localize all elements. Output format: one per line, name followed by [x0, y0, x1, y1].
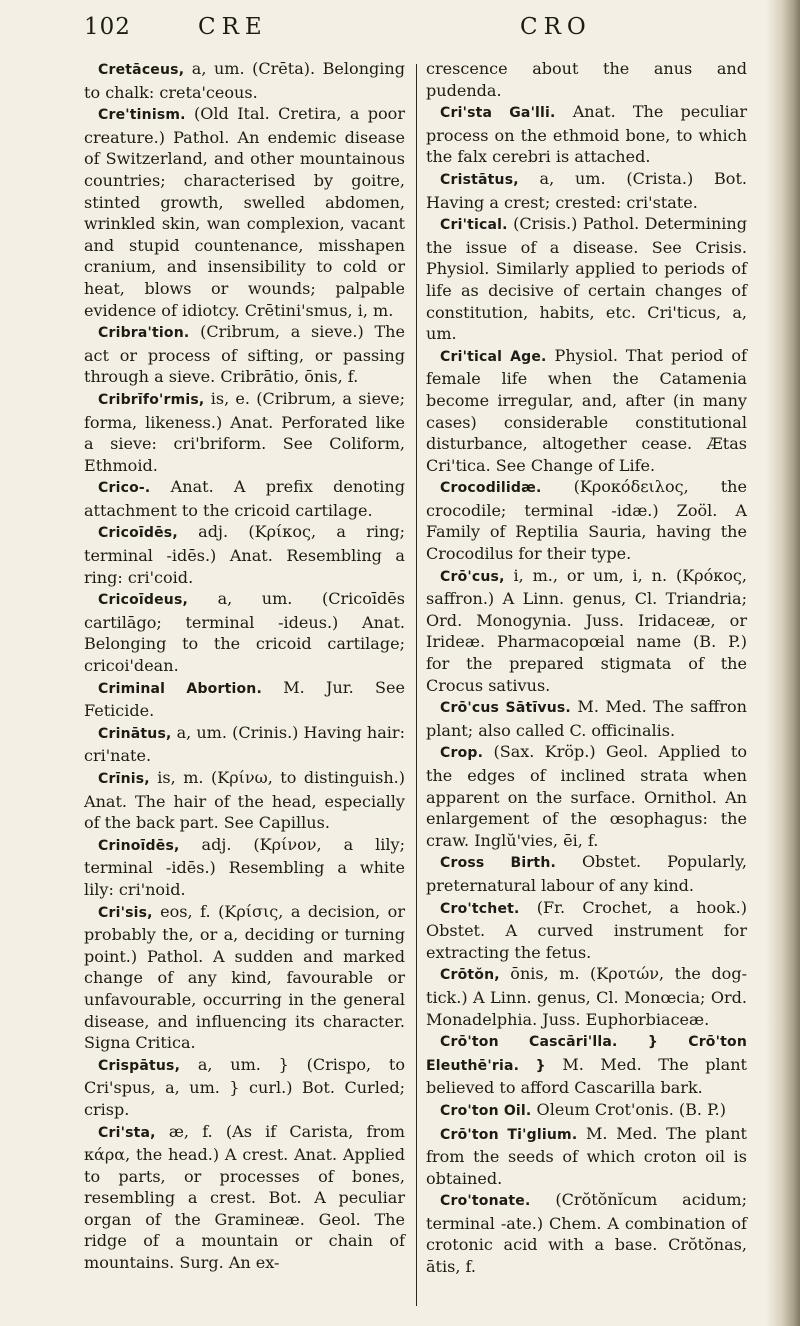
entry-definition: (Crŏtŏnĭcum acidum; terminal -ate.) Chem. A combination of crotonic acid with a base. Crŏtŏnas, ātis, f. — [426, 1190, 747, 1277]
dictionary-entry — [426, 213, 747, 345]
entry-headword: Cri'sis, — [98, 904, 153, 921]
entry-definition: æ, f. (As if Carista, from κάρα, the head.) A crest. Anat. Applied to parts, or processes of bones, resembling a crest. Bot. A peculiar organ of the Gramineæ. Geol. The ridge of a mountain or chain of mountains. Surg. An ex- — [84, 1121, 405, 1273]
dictionary-entry — [426, 963, 747, 1030]
entry-headword: Cribrīfo'rmis, — [98, 391, 205, 408]
dictionary-entry — [84, 722, 405, 767]
dictionary-entry — [84, 1121, 405, 1274]
entry-definition: adj. (Κρίκος, a ring; terminal -idēs.) Anat. Resembling a ring: cri'coid. — [84, 522, 405, 587]
dictionary-entry — [426, 1099, 747, 1123]
entry-headword: Cross Birth. — [440, 855, 556, 872]
entry-definition: ōnis, m. (Κροτών, the dog-tick.) A Linn. genus, Cl. Monœcia; Ord. Monadelphia. Juss. Euphorbiaceæ. — [426, 964, 747, 1029]
dictionary-entry — [84, 321, 405, 388]
dictionary-entry — [426, 1030, 747, 1099]
entry-headword: Cri'tical Age. — [440, 348, 547, 365]
entry-headword: Crō'cus Sātīvus. — [440, 700, 571, 717]
entry-headword: Crocodilidæ. — [440, 480, 542, 497]
entry-definition: M. Jur. See Feticide. — [84, 677, 405, 721]
entry-definition: a, um. (Crista.) Bot. Having a crest; crested: cri'state. — [426, 168, 747, 212]
entry-headword: Crīnis, — [98, 771, 150, 787]
dictionary-entry — [84, 767, 405, 834]
dictionary-entry — [426, 741, 747, 851]
right-guide-word: CRO — [520, 14, 592, 40]
entry-headword: Cricoīdeus, — [98, 592, 189, 609]
dictionary-entry — [426, 897, 747, 964]
entry-headword: Cribra'tion. — [98, 325, 190, 342]
column-divider — [416, 64, 417, 1306]
entry-definition: Anat. The peculiar process on the ethmoid bone, to which the falx cerebri is attached. — [426, 102, 747, 167]
entry-headword: Cre'tinism. — [98, 107, 186, 124]
entry-headword: Crico-. — [98, 480, 151, 497]
entry-definition: (Sax. Kröp.) Geol. Applied to the edges of inclined strata when apparent on the surface. Ornithol. An enlargement of the œsophagus: the craw. Inglŭ'vies, ēi, f. — [426, 742, 747, 850]
entry-headword: Cretāceus, — [98, 62, 185, 78]
entry-headword: Cro'tchet. — [440, 900, 520, 917]
dictionary-entry — [426, 1123, 747, 1190]
dictionary-entry — [84, 901, 405, 1054]
entry-definition: Physiol. That period of female life when the Catamenia become irregular, and, after (in many cases) considerable constitutional disturbance, altogether cease. Ætas Cri'tica. See Change of Life. — [426, 345, 747, 475]
dictionary-entry — [84, 388, 405, 476]
dictionary-entry — [426, 696, 747, 741]
entry-definition: (Fr. Crochet, a hook.) Obstet. A curved instrument for extracting the fetus. — [426, 897, 747, 962]
left-guide-word: CRE — [198, 14, 268, 40]
entry-headword: Crinātus, — [98, 725, 172, 742]
entry-definition: M. Med. The plant believed to afford Cascarilla bark. — [426, 1054, 748, 1098]
entry-definition: Obstet. Popularly, preternatural labour of any kind. — [426, 852, 747, 895]
entry-definition: is, m. (Κρίνω, to distinguish.) Anat. The hair of the head, especially of the back part. See Capillus. — [84, 768, 405, 833]
dictionary-entry — [84, 521, 405, 588]
entry-headword: Crop. — [440, 745, 484, 762]
dictionary-entry — [426, 101, 747, 168]
entry-headword: Cro'ton Oil. — [440, 1102, 532, 1119]
entry-definition: a, um. (Cricoīdēs cartilāgo; terminal -ideus.) Anat. Belonging to the cricoid cartilage; cricoi'dean. — [84, 589, 405, 676]
right-column — [426, 58, 747, 1278]
entry-headword: Cri'tical. — [440, 217, 508, 234]
page-number: 102 — [84, 14, 131, 40]
entry-definition: adj. (Κρίνον, a lily; terminal -idēs.) Resembling a white lily: cri'noid. — [84, 834, 405, 899]
dictionary-entry — [84, 58, 405, 103]
entry-headword: Crōtŏn, — [440, 967, 500, 984]
entry-headword: Crinoīdēs, — [98, 837, 180, 854]
entry-definition: Anat. A prefix denoting attachment to the cricoid cartilage. — [84, 477, 405, 520]
entry-headword: Cricoīdēs, — [98, 525, 178, 542]
entry-headword: Crō'cus, — [440, 568, 505, 585]
entry-definition: crescence about the anus and pudenda. — [426, 59, 747, 100]
entry-definition: (Κροκόδειλος, the crocodile; terminal -idæ.) Zoöl. A Family of Reptilia Sauria, having the Crocodilus for their type. — [426, 477, 747, 564]
entry-definition: eos, f. (Κρίσις, a decision, or probably the, or a, deciding or turning point.) Pathol. A sudden and marked change of any kind, favourable or unfavourable, occurring in the general disease, and influencing its character. Signa Critica. — [84, 901, 405, 1053]
dictionary-entry — [426, 1189, 747, 1277]
dictionary-entry — [426, 168, 747, 213]
left-column — [84, 58, 405, 1274]
entry-definition: (Cribrum, a sieve.) The act or process of sifting, or passing through a sieve. Cribrātio, ōnis, f. — [84, 322, 405, 387]
dictionary-entry — [426, 476, 747, 564]
dictionary-entry — [84, 476, 405, 521]
entry-definition: a, um. (Crinis.) Having hair: cri'nate. — [84, 722, 405, 766]
dictionary-entry — [84, 588, 405, 676]
entry-headword: Crō'ton Ti'glium. — [440, 1126, 578, 1143]
entry-definition: i, m., or um, i, n. (Κρόκος, saffron.) A Linn. genus, Cl. Triandria; Ord. Monogynia. Juss. Iridaceæ, or Irideæ. Pharmacopœial name (B. P.) for the prepared stigmata of the Crocus sativus. — [426, 565, 747, 695]
dictionary-entry — [426, 58, 747, 101]
entry-headword: Cri'sta, — [98, 1124, 156, 1141]
dictionary-entry — [426, 851, 747, 896]
page-header — [0, 14, 800, 50]
scan-page-edge — [766, 0, 800, 1326]
entry-definition: a, um. (Crēta). Belonging to chalk: creta'ceous. — [84, 59, 405, 102]
entry-definition: a, um. } (Crispo, to Cri'spus, a, um. } curl.) Bot. Curled; crisp. — [84, 1054, 405, 1119]
entry-definition: M. Med. The plant from the seeds of which croton oil is obtained. — [426, 1123, 748, 1188]
entry-definition: (Crisis.) Pathol. Determining the issue of a disease. See Crisis. Physiol. Similarly applied to periods of life as decisive of certain changes of constitution, habits, etc. Cri'ticus, a, um. — [426, 214, 747, 344]
entry-headword: Cristātus, — [440, 171, 519, 188]
entry-definition: Oleum Crot'onis. (B. P.) — [531, 1099, 726, 1119]
entry-definition: (Old Ital. Cretira, a poor creature.) Pathol. An endemic disease of Switzerland, and other mountainous countries; characterised by goitre, stinted growth, swelled abdomen, wrinkled skin, wan complexion, vacant and stupid countenance, misshapen cranium, and insensibility to cold or heat, blows or wounds; palpable evidence of idiotcy. Crētini'smus, i, m. — [84, 104, 405, 320]
entry-headword: Criminal Abortion. — [98, 680, 262, 697]
dictionary-entry — [84, 1054, 405, 1121]
entry-definition: M. Med. The saffron plant; also called C. officinalis. — [426, 697, 747, 740]
entry-headword: Cri'sta Ga'lli. — [440, 105, 556, 122]
dictionary-entry — [426, 565, 747, 697]
entry-headword: Crispātus, — [98, 1057, 181, 1074]
entry-definition: is, e. (Cribrum, a sieve; forma, likeness.) Anat. Perforated like a sieve: cri'briform. See Coliform, Ethmoid. — [84, 388, 405, 475]
entry-headword: Cro'tonate. — [440, 1193, 531, 1210]
dictionary-entry — [84, 677, 405, 722]
dictionary-entry — [84, 103, 405, 321]
dictionary-entry — [84, 834, 405, 901]
entry-headword: Crō'ton Cascāri'lla. } Crō'ton Eleuthē'ria. } — [426, 1034, 747, 1074]
dictionary-entry — [426, 345, 747, 477]
